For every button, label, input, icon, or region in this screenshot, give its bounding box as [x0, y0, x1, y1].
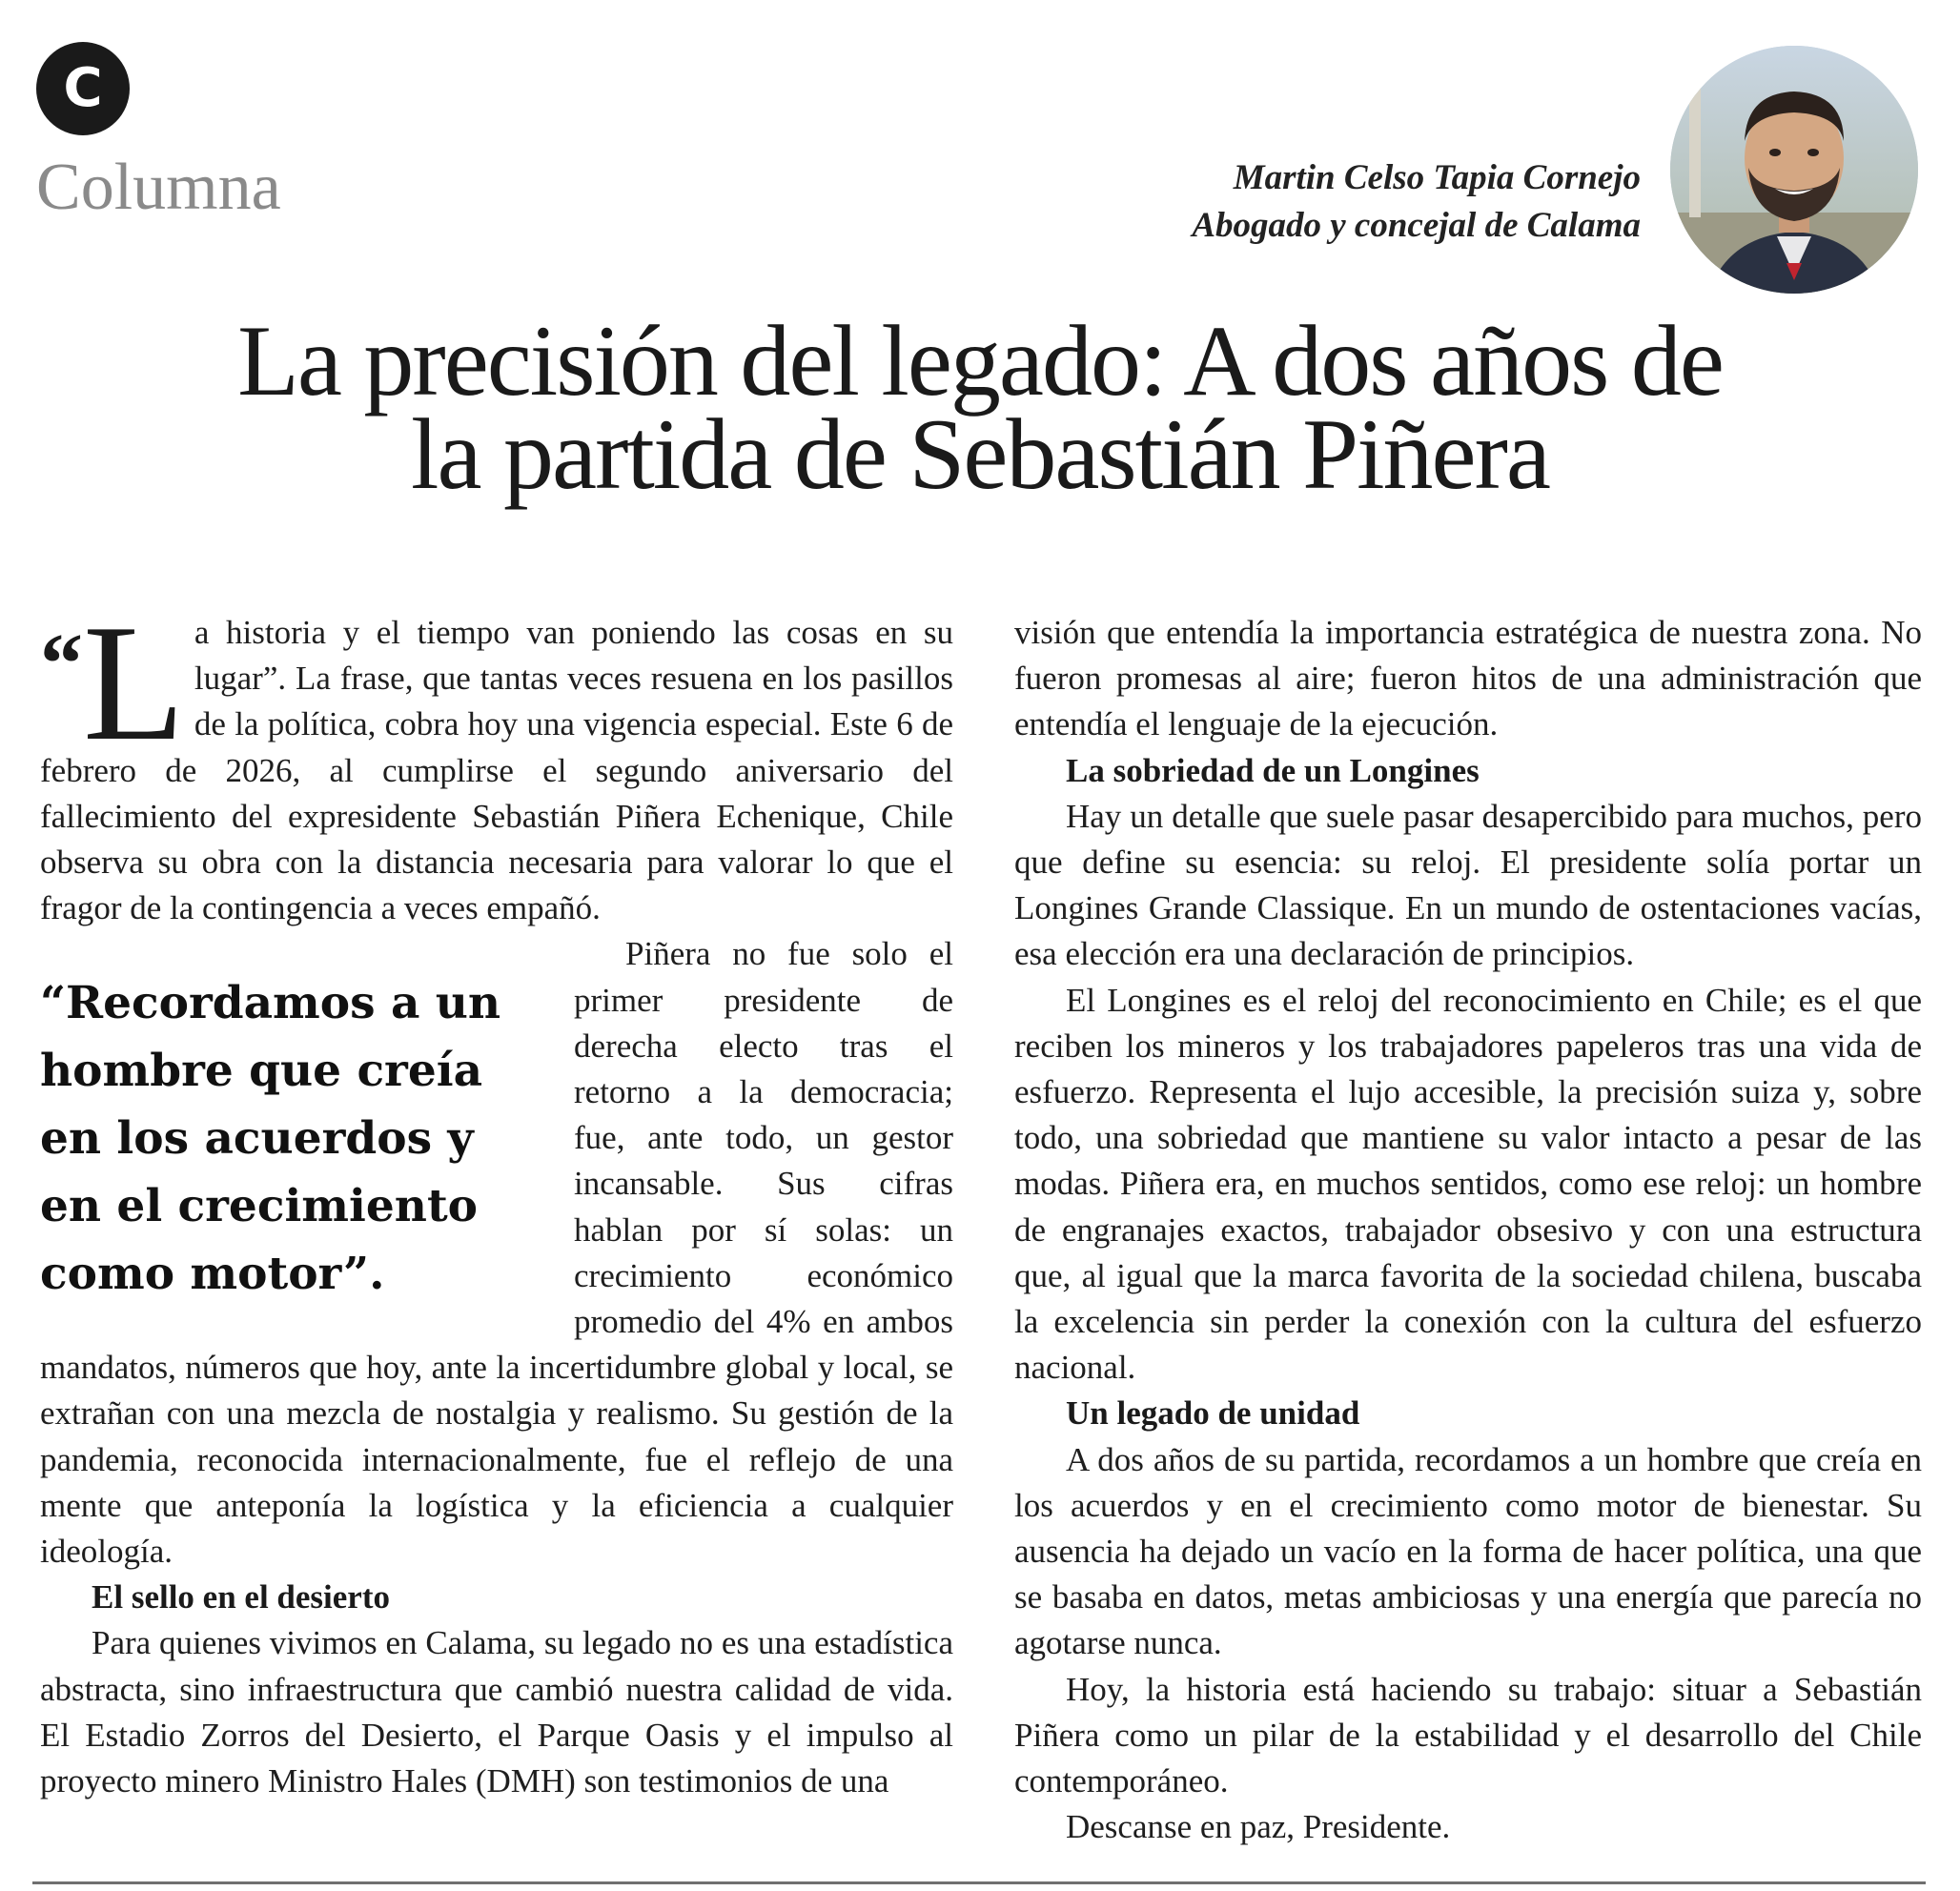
footer-divider: [32, 1881, 1926, 1884]
paragraph-4: Hay un detalle que suele pasar desapercibido para muchos, pero que define su esencia: su reloj. El presidente solía portar un Longines Grande Classique. En un mundo de ostentaciones vacías, esa elección era una declaración de principios.: [1014, 797, 1922, 973]
headline: [0, 305, 1960, 510]
paragraph-2: Piñera no fue solo el primer presidente de derecha electo tras el retorno a la democracia; fue, ante todo, un gestor incansable. Sus cifras hablan por sí solas: un crecimiento económico promedio del 4% en ambos mandatos, números que hoy, ante la incertidumbre global y local, se extrañan con una mezcla de nostalgia y realismo. Su gestión de la pandemia, reconocida internacionalmente, fue el reflejo de una mente que anteponía la logística y la eficiencia a cualquier ideología.: [40, 935, 953, 1571]
article-column-right: [1014, 610, 1922, 1850]
column-logo: [36, 42, 130, 135]
logo-letter: C: [63, 57, 103, 119]
paragraph-5: El Longines es el reloj del reconocimiento en Chile; es el que reciben los mineros y los trabajadores papeleros tras una vida de esfuerzo. Representa el lujo accesible, la precisión suiza y, sobre todo, una sobriedad que mantiene su valor intacto a pesar de las modas. Piñera era, en muchos sentidos, como ese reloj: un hombre de engranajes exactos, trabajador obsesivo y con una estructura que, al igual que la marca favorita de la sociedad chilena, buscaba la excelencia sin perder la conexión con la cultura del esfuerzo nacional.: [1014, 981, 1922, 1387]
paragraph-6: A dos años de su partida, recordamos a un hombre que creía en los acuerdos y en el crecimiento como motor de bienestar. Su ausencia ha dejado un vacío en la forma de hacer política, una que se basaba en datos, metas ambiciosas y una energía que parecía no agotarse nunca.: [1014, 1440, 1922, 1662]
author-role: Abogado y concejal de Calama: [1192, 206, 1641, 245]
paragraph-7: Hoy, la historia está haciendo su trabajo: situar a Sebastián Piñera como un pilar de la estabilidad y el desarrollo del Chile contemporáneo.: [1014, 1670, 1922, 1800]
section-label: Columna: [36, 151, 281, 224]
paragraph-3: Para quienes vivimos en Calama, su legado no es una estadística abstracta, sino infraestructura que cambió nuestra calidad de vida. El Estadio Zorros del Desierto, el Parque Oasis y el impulso al proyecto minero Ministro Hales (DMH) son testimonios de una: [40, 1624, 953, 1800]
headline-line-1: La precisión del legado: A dos años de: [237, 305, 1723, 417]
subheading-el-sello: El sello en el desierto: [92, 1578, 391, 1616]
author-photo: [1670, 46, 1918, 294]
author-name: Martin Celso Tapia Cornejo: [1233, 158, 1641, 197]
pull-quote: “Recordamos a un hombre que creía en los acuerdos y en el crecimiento como motor”.: [40, 977, 501, 1301]
paragraph-1: a historia y el tiempo van poniendo las cosas en su lugar”. La frase, que tantas veces resuena en los pasillos de la política, cobra hoy una vigencia especial. Este 6 de febrero de 2026, al cumplirse el segundo aniversario del fallecimiento del expresidente Sebastián Piñera Echenique, Chile observa su obra con la distancia necesaria para valorar lo que el fragor de la contingencia a veces empañó.: [40, 614, 953, 927]
opening-quote-mark: “: [40, 617, 83, 711]
opening-paragraph: [40, 590, 953, 931]
subheading-legado-unidad: Un legado de unidad: [1066, 1394, 1360, 1433]
paragraph-3-continued: visión que entendía la importancia estratégica de nuestra zona. No fueron promesas al aire; fueron hitos de una administración que entendía el lenguaje de la ejecución.: [1014, 614, 1922, 743]
article-column-left: [40, 590, 953, 1804]
subheading-longines: La sobriedad de un Longines: [1066, 751, 1480, 789]
drop-cap: L: [83, 590, 185, 775]
author-portrait-icon: [1670, 46, 1918, 294]
headline-line-2: la partida de Sebastián Piñera: [411, 398, 1549, 510]
paragraph-8: Descanse en paz, Presidente.: [1066, 1808, 1451, 1846]
byline: [1192, 154, 1641, 250]
